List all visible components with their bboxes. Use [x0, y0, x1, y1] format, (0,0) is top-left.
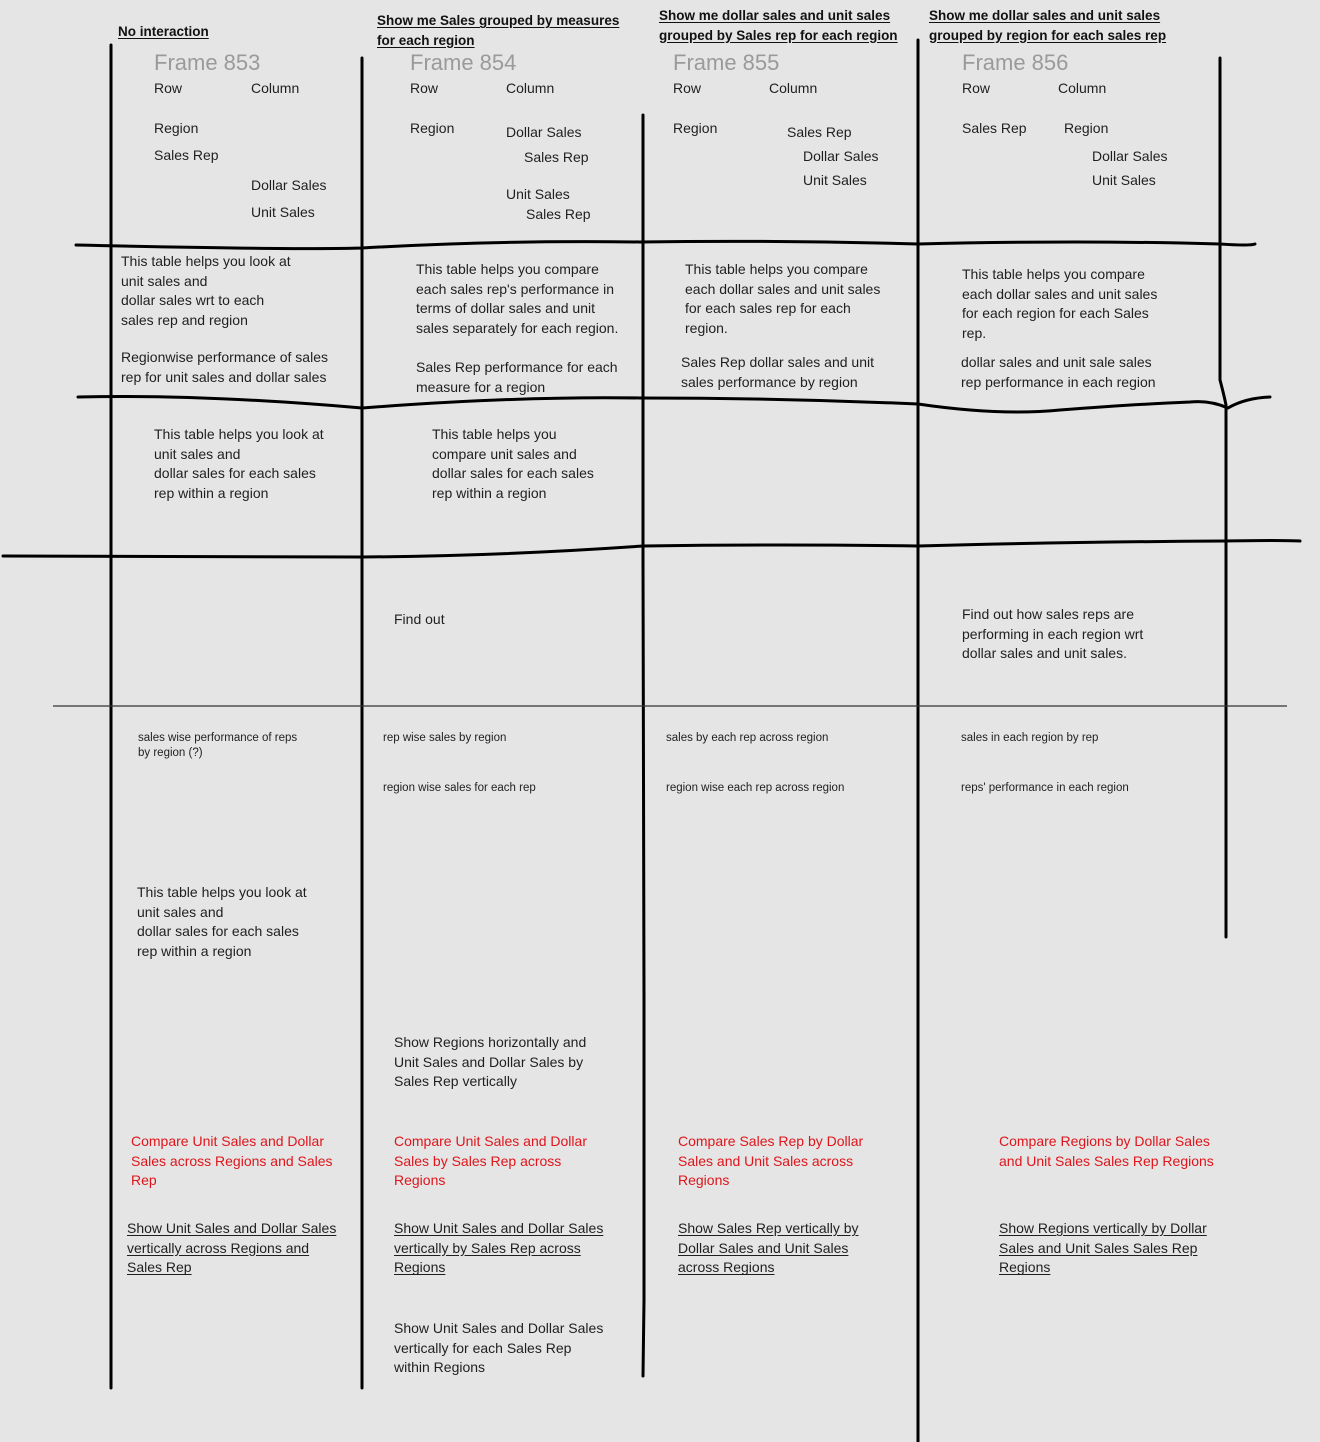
column-label: Column	[506, 80, 555, 96]
header-col2: Show me Sales grouped by measures for each region	[377, 13, 620, 48]
show-label-c4: Show Regions vertically by Dollar Sales and Unit Sales Sales Rep Regions	[999, 1220, 1207, 1276]
summary-c3: Sales Rep dollar sales and unit sales performance by region	[681, 354, 875, 390]
divider-v5	[1220, 58, 1226, 937]
frame-title-855: Frame 855	[673, 50, 780, 75]
field-unit-sales: Unit Sales	[803, 172, 867, 188]
column-label: Column	[251, 80, 300, 96]
show-label-c2: Show Unit Sales and Dollar Sales vertically by Sales Rep across Regions	[394, 1220, 604, 1276]
note-c4a: sales in each region by rep	[961, 732, 1099, 744]
column-label: Column	[769, 80, 818, 96]
field-dollar-sales: Dollar Sales	[1092, 148, 1168, 164]
compare-label-c4: Compare Regions by Dollar Sales and Unit Sales Sales Rep Regions	[999, 1133, 1214, 1169]
field-dollar-sales: Dollar Sales	[251, 177, 327, 193]
description-c2: This table helps you compare each sales rep's performance in terms of dollar sales and unit sales separately for each region.	[416, 261, 619, 337]
field-region: Region	[154, 120, 199, 136]
row-label: Row	[962, 80, 991, 96]
divider-h1	[76, 241, 1255, 248]
summary-c4: dollar sales and unit sale sales rep performance in each region	[961, 354, 1156, 390]
description-c1: This table helps you look at unit sales and dollar sales wrt to each sales rep and region	[121, 253, 291, 329]
find-out-c2: Find out	[394, 611, 445, 627]
field-region: Region	[1064, 120, 1109, 136]
note-c2a: rep wise sales by region	[383, 732, 507, 744]
field-dollar-sales: Dollar Sales	[506, 124, 582, 140]
frame-title-853: Frame 853	[154, 50, 261, 75]
field-region: Region	[673, 120, 718, 136]
summary-c1: Regionwise performance of sales rep for unit sales and dollar sales	[121, 349, 328, 385]
header-col3: Show me dollar sales and unit sales grouped by Sales rep for each region	[659, 8, 898, 43]
field-sales-rep: Sales Rep	[524, 149, 589, 165]
frame-title-854: Frame 854	[410, 50, 517, 75]
description-c4: This table helps you compare each dollar sales and unit sales for each region for each Sales rep.	[962, 266, 1158, 342]
frame-title-856: Frame 856	[962, 50, 1069, 75]
field-dollar-sales: Dollar Sales	[803, 148, 879, 164]
description-c3: This table helps you compare each dollar sales and unit sales for each sales rep for each region.	[685, 261, 881, 337]
show-label-c2-alt: Show Unit Sales and Dollar Sales vertically for each Sales Rep within Regions	[394, 1320, 604, 1376]
compare-label-c1: Compare Unit Sales and Dollar Sales across Regions and Sales Rep	[131, 1133, 333, 1189]
note-c2b: region wise sales for each rep	[383, 782, 536, 794]
find-out-c4: Find out how sales reps are performing in each region wrt dollar sales and unit sales.	[962, 606, 1144, 662]
row3-description-c1: This table helps you look at unit sales and dollar sales for each sales rep within a region	[154, 426, 324, 502]
row-label: Row	[673, 80, 702, 96]
field-sales-rep: Sales Rep	[787, 124, 852, 140]
note-c4b: reps' performance in each region	[961, 782, 1129, 794]
row5-description-c2: Show Regions horizontally and Unit Sales and Dollar Sales by Sales Rep vertically	[394, 1034, 587, 1090]
divider-h2	[78, 396, 1270, 412]
row5-description-c1: This table helps you look at unit sales and dollar sales for each sales rep within a region	[137, 884, 307, 960]
compare-label-c3: Compare Sales Rep by Dollar Sales and Unit Sales across Regions	[678, 1133, 864, 1189]
divider-v3	[643, 115, 644, 1376]
row-label: Row	[154, 80, 183, 96]
note-c3b: region wise each rep across region	[666, 782, 845, 794]
row3-description-c2: This table helps you compare unit sales and dollar sales for each sales rep within a region	[432, 426, 594, 502]
note-c3a: sales by each rep across region	[666, 732, 829, 744]
field-unit-sales: Unit Sales	[506, 186, 570, 202]
row-label: Row	[410, 80, 439, 96]
field-unit-sales: Unit Sales	[251, 204, 315, 220]
show-label-c1: Show Unit Sales and Dollar Sales vertically across Regions and Sales Rep	[127, 1220, 337, 1276]
compare-label-c2: Compare Unit Sales and Dollar Sales by Sales Rep across Regions	[394, 1133, 587, 1189]
summary-c2: Sales Rep performance for each measure for a region	[416, 359, 618, 395]
show-label-c3: Show Sales Rep vertically by Dollar Sales and Unit Sales across Regions	[678, 1220, 859, 1276]
field-unit-sales: Unit Sales	[1092, 172, 1156, 188]
header-col4: Show me dollar sales and unit sales grouped by region for each sales rep	[929, 8, 1167, 43]
field-sales-rep: Sales Rep	[526, 206, 591, 222]
column-label: Column	[1058, 80, 1107, 96]
divider-h3	[3, 541, 1300, 558]
note-c1: sales wise performance of reps by region (?)	[138, 732, 298, 759]
field-region: Region	[410, 120, 455, 136]
field-sales-rep: Sales Rep	[962, 120, 1027, 136]
field-sales-rep: Sales Rep	[154, 147, 219, 163]
header-no-interaction: No interaction	[118, 24, 209, 39]
